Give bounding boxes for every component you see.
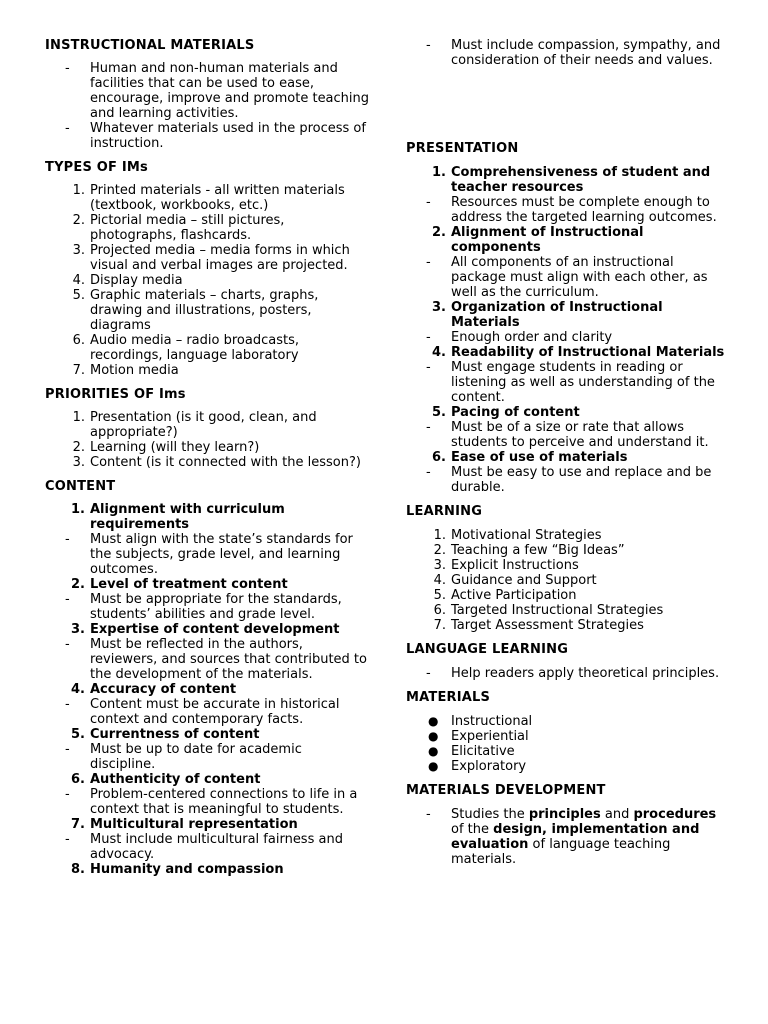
content-criterion-desc: - Must be reflected in the authors, reviewers, and sources that contributed to the development of the materials.: [65, 637, 367, 682]
bullet-icon: ●: [428, 744, 439, 758]
content-criterion-title: 5. Currentness of content: [71, 727, 260, 742]
list-item: 1. Printed materials - all written materials (textbook, workbooks, etc.): [72, 183, 345, 213]
materials-development-heading: MATERIALS DEVELOPMENT: [406, 783, 606, 798]
list-item: - Whatever materials used in the process of instruction.: [65, 121, 366, 151]
list-item: 3. Content (is it connected with the lesson?): [72, 455, 361, 470]
content-criterion-title: 6. Authenticity of content: [71, 772, 261, 787]
list-item: 5. Graphic materials – charts, graphs, drawing and illustrations, posters, diagrams: [72, 288, 319, 333]
list-item: - Help readers apply theoretical principles.: [426, 666, 720, 681]
language-learning-heading: LANGUAGE LEARNING: [406, 642, 569, 657]
list-item: 7. Motion media: [72, 363, 179, 378]
presentation-criterion-title: 2. Alignment of Instructional components: [432, 225, 644, 255]
list-item: 7. Target Assessment Strategies: [433, 618, 644, 633]
content-criterion-desc: - Must include compassion, sympathy, and consideration of their needs and values.: [426, 38, 721, 68]
list-item: ● Elicitative: [428, 744, 515, 759]
presentation-criterion-desc: - Must engage students in reading or listening as well as understanding of the content.: [426, 360, 715, 405]
content-criterion-title: 3. Expertise of content development: [71, 622, 340, 637]
presentation-criterion-desc: - Must be of a size or rate that allows students to perceive and understand it.: [426, 420, 709, 450]
content-criterion-desc: - Problem-centered connections to life in a context that is meaningful to students.: [65, 787, 358, 817]
content-criterion-title: 4. Accuracy of content: [71, 682, 237, 697]
list-item: 5. Active Participation: [433, 588, 577, 603]
bullet-icon: ●: [428, 729, 439, 743]
list-item: ● Exploratory: [428, 759, 527, 774]
list-item: 4. Display media: [72, 273, 183, 288]
presentation-criterion-desc: - All components of an instructional package must align with each other, as well as the curriculum.: [426, 255, 708, 300]
bullet-icon: ●: [428, 714, 439, 728]
content-criterion-desc: - Must include multicultural fairness and advocacy.: [65, 832, 343, 862]
list-item: 6. Audio media – radio broadcasts, recordings, language laboratory: [72, 333, 299, 363]
list-item: 4. Guidance and Support: [433, 573, 597, 588]
presentation-criterion-desc: - Resources must be complete enough to address the targeted learning outcomes.: [426, 195, 717, 225]
materials-development-text: Studies the principles and procedures of the design, implementation and evaluation of language teaching materials.: [451, 807, 717, 867]
content-criterion-desc: - Must be up to date for academic discipline.: [65, 742, 302, 772]
presentation-criterion-desc: - Must be easy to use and replace and be durable.: [426, 465, 712, 495]
right-column: [406, 38, 726, 867]
list-item: 3. Explicit Instructions: [433, 558, 579, 573]
presentation-criterion-title: 6. Ease of use of materials: [432, 450, 628, 465]
materials-heading: MATERIALS: [406, 690, 491, 705]
content-criterion-title: 7. Multicultural representation: [71, 817, 298, 832]
content-heading: CONTENT: [45, 479, 116, 494]
presentation-criterion-title: 3. Organization of Instructional Materials: [432, 300, 663, 330]
presentation-criterion-title: 1. Comprehensiveness of student and teacher resources: [432, 165, 711, 195]
list-item: - Human and non-human materials and facilities that can be used to ease, encourage, improve and promote teaching and learning activities.: [65, 61, 370, 121]
instructional-materials-heading: INSTRUCTIONAL MATERIALS: [45, 38, 255, 53]
content-criterion-title: 1. Alignment with curriculum requirements: [71, 502, 285, 532]
left-column: [45, 38, 370, 877]
presentation-criterion-title: 5. Pacing of content: [432, 405, 580, 420]
list-item: ● Instructional: [428, 714, 533, 729]
list-item: 2. Pictorial media – still pictures, photographs, flashcards.: [72, 213, 285, 243]
presentation-heading: PRESENTATION: [406, 141, 519, 156]
list-item: ● Experiential: [428, 729, 529, 744]
content-criterion-desc: - Must align with the state’s standards for the subjects, grade level, and learning outcomes.: [65, 532, 353, 577]
presentation-criterion-title: 4. Readability of Instructional Materials: [432, 345, 725, 360]
learning-heading: LEARNING: [406, 504, 483, 519]
presentation-criterion-desc: - Enough order and clarity: [426, 330, 613, 345]
list-item: 6. Targeted Instructional Strategies: [433, 603, 664, 618]
list-item: 2. Learning (will they learn?): [72, 440, 260, 455]
types-heading: TYPES OF IMs: [45, 160, 148, 175]
list-item: - Studies the principles and procedures of the design, implementation and evaluation of language teaching materials.: [426, 807, 717, 867]
list-item: 2. Teaching a few “Big Ideas”: [433, 543, 625, 558]
content-criterion-desc: - Content must be accurate in historical context and contemporary facts.: [65, 697, 340, 727]
list-item: 1. Motivational Strategies: [433, 528, 602, 543]
list-item: 3. Projected media – media forms in which visual and verbal images are projected.: [72, 243, 350, 273]
bullet-icon: ●: [428, 759, 439, 773]
content-criterion-desc: - Must be appropriate for the standards, students’ abilities and grade level.: [65, 592, 342, 622]
list-item: 1. Presentation (is it good, clean, and appropriate?): [72, 410, 317, 440]
content-criterion-title: 2. Level of treatment content: [71, 577, 288, 592]
content-criterion-title: 8. Humanity and compassion: [71, 862, 284, 877]
priorities-heading: PRIORITIES OF Ims: [45, 387, 186, 402]
